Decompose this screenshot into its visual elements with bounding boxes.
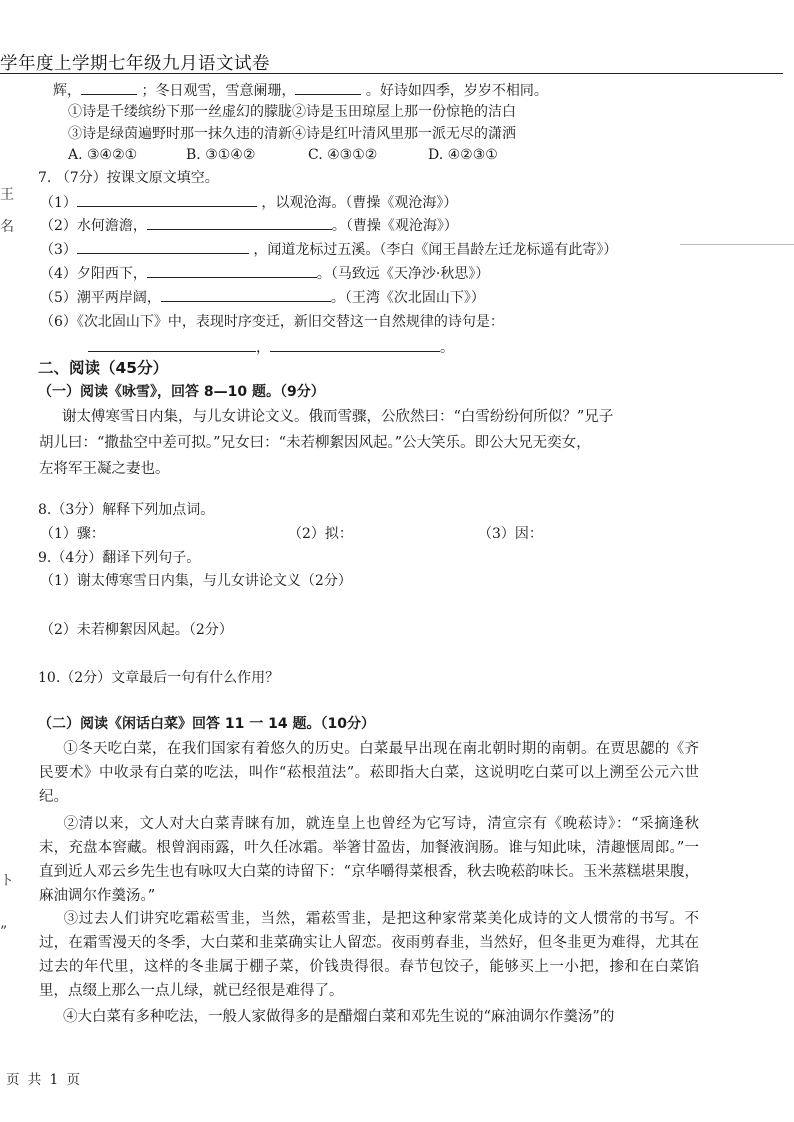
reading2-paragraph — [39, 812, 699, 908]
paragraph-text: ④大白菜有多种吃法，一般人家做得多的是醋熘白菜和邓先生说的“麻油调尔作羹汤”的 — [63, 1009, 615, 1025]
q6-choices — [68, 145, 498, 165]
q8-item: （1）骤： — [40, 526, 105, 542]
item-text: 。（王湾《次北固山下》） — [330, 290, 485, 306]
item-text: 水何澹澹， — [76, 218, 147, 234]
reading1-title: （一）阅读《咏雪》，回答 8—10 题。（9分） — [38, 384, 325, 400]
reading1-text: 胡儿曰：“撒盐空中差可拟。”兄女曰：“未若柳絮因风起。”公大笑乐。即公大兄无奕女， — [39, 435, 591, 451]
item-text: 。（马致远《天净沙·秋思》） — [316, 266, 490, 282]
margin-fragment: ト — [0, 873, 14, 889]
q6-option-line: ③诗是绿茵遍野时那一抹久违的清新④诗是红叶清风里那一派无尽的潇洒 — [68, 126, 516, 142]
q7-title: 7. （7分）按课文原文填空。 — [38, 170, 219, 186]
answer-blank[interactable] — [295, 80, 361, 95]
q9-item: （2）未若柳絮因风起。（2分） — [40, 622, 233, 638]
page-footer: 页 共 1 页 — [6, 1072, 82, 1088]
reading1-text: 谢太傅寒雪日内集，与儿女讲论文义。俄而雪骤，公欣然曰：“白雪纷纷何所似？”兄子 — [62, 409, 614, 425]
answer-blank[interactable] — [77, 192, 257, 207]
header-rule — [0, 73, 783, 74]
q8-items — [40, 524, 543, 544]
paragraph-text: ③过去人们讲究吃霜菘雪韭，当然，霜菘雪韭，是把这种家常菜美化成诗的文人惯常的书写。不过，在霜雪漫天的冬季，大白菜和韭菜确实让人留恋。夜雨剪春韭，当然好，但冬韭更为难得，尤其在过去的年代里，这样的冬韭属于棚子菜，价钱贵得很。春节包饺子，能够买上一小把，掺和在白菜馅里，点缀上那么一点儿绿，就已经很是难得了。 — [39, 911, 699, 999]
q8-item: （2）拟： — [288, 526, 353, 542]
margin-fragment: 王 — [0, 187, 14, 203]
item-number: （3） — [40, 242, 77, 258]
item-text: 。（曹操《观沧海》） — [331, 218, 458, 234]
answer-blank[interactable] — [88, 337, 256, 352]
q7-item — [40, 263, 489, 284]
scan-line — [680, 244, 794, 245]
q9-title: 9.（4分）翻译下列句子。 — [38, 550, 201, 566]
item-number: （4） — [40, 266, 77, 282]
margin-fragment: ” — [0, 924, 8, 940]
q6-text: ；冬日观雪，雪意阑珊， — [141, 83, 296, 99]
q10-title: 10.（2分）文章最后一句有什么作用？ — [38, 670, 280, 686]
answer-blank[interactable] — [270, 337, 440, 352]
section-title: 二、阅读（45分） — [38, 359, 169, 377]
answer-blank[interactable] — [161, 287, 331, 302]
answer-blank[interactable] — [147, 215, 332, 230]
q7-item — [40, 215, 458, 236]
item-number: （2） — [40, 218, 77, 234]
choice-a[interactable]: A. ③④②① — [68, 147, 138, 163]
q8-item: （3）因： — [478, 526, 543, 542]
reading2-paragraph — [39, 907, 699, 1003]
q6-text: 。好诗如四季，岁岁不相同。 — [365, 83, 548, 99]
choice-d[interactable]: D. ④②③① — [428, 147, 498, 163]
item-text: ，闻道龙标过五溪。（李白《闻王昌龄左迁龙标遥有此寄》） — [253, 242, 618, 258]
q9-item: （1）谢太傅寒雪日内集，与儿女讲论文义（2分） — [40, 573, 352, 589]
item-number: （5） — [40, 290, 77, 306]
separator: ， — [256, 340, 270, 356]
item-number: （1） — [40, 195, 77, 211]
q7-item — [40, 192, 457, 213]
reading2-paragraph — [39, 1005, 699, 1029]
reading2-title: （二）阅读《闲话白菜》回答 11 一 14 题。（10分） — [38, 716, 375, 732]
q7-item6: （6）《次北固山下》中，表现时序变迁，新旧交替这一自然规律的诗句是： — [40, 314, 504, 330]
margin-fragment: 名 — [0, 219, 14, 235]
exam-title: 学年度上学期七年级九月语文试卷 — [0, 54, 270, 74]
paragraph-text: ①冬天吃白菜，在我们国家有着悠久的历史。白菜最早出现在南北朝时期的南朝。在贾思勰的《齐民要术》中收录有白菜的吃法，叫作“菘根菹法”。菘即指大白菜，这说明吃白菜可以上溯至公元六世纪。 — [39, 741, 699, 805]
item-text: 潮平两岸阔， — [76, 290, 161, 306]
answer-blank[interactable] — [147, 263, 317, 278]
q6-text: 辉， — [53, 83, 81, 99]
end-punct: 。 — [440, 340, 454, 356]
choice-b[interactable]: B. ③①④② — [186, 147, 256, 163]
paragraph-text: ②清以来，文人对大白菜青睐有加，就连皇上也曾经为它写诗，清宣宗有《晚菘诗》：“采摘逢秋末，充盘本窖藏。根曾润雨露，叶久任冰霜。举箸甘盈齿，加餐液润肠。谁与知此味，清趣惬周郎。”一直到近人邓云乡先生也有咏叹大白菜的诗留下：“京华嚼得菜根香，秋去晚菘韵味长。玉米蒸糕堪果腹，麻油调尔作羹汤。” — [39, 816, 699, 904]
item-text: 夕阳西下， — [76, 266, 147, 282]
q6-fill-line — [53, 80, 548, 101]
answer-blank[interactable] — [81, 80, 137, 95]
answer-blank[interactable] — [77, 239, 249, 254]
reading1-text: 左将军王凝之妻也。 — [39, 461, 170, 477]
choice-c[interactable]: C. ④③①② — [308, 147, 378, 163]
q7-item — [40, 287, 485, 308]
q7-item — [40, 239, 617, 260]
item-text: ，以观沧海。（曹操《观沧海》） — [261, 195, 458, 211]
reading2-paragraph — [39, 737, 699, 809]
q8-title: 8.（3分）解释下列加点词。 — [38, 502, 215, 518]
q7-item6-blanks — [88, 337, 454, 358]
q6-option-line: ①诗是千缕缤纷下那一丝虚幻的朦胧②诗是玉田琼屋上那一份惊艳的洁白 — [68, 104, 516, 120]
